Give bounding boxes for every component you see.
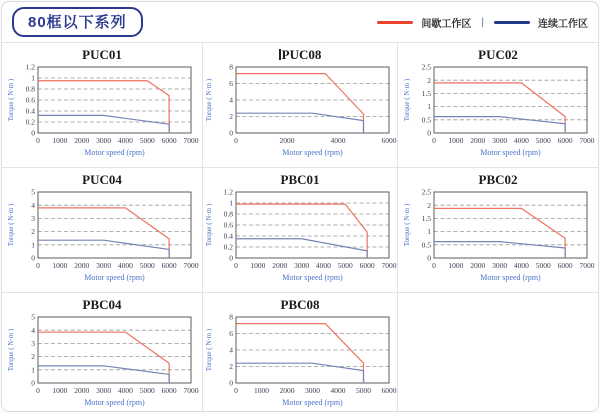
svg-text:2000: 2000: [279, 136, 295, 145]
svg-text:0.2: 0.2: [223, 242, 233, 252]
gridlines: [434, 80, 587, 120]
svg-text:3000: 3000: [95, 386, 111, 395]
svg-text:1.2: 1.2: [25, 62, 35, 72]
chart-canvas-PBC08: [203, 312, 398, 412]
svg-text:1000: 1000: [51, 386, 67, 395]
svg-text:3: 3: [30, 339, 35, 348]
svg-text:5: 5: [30, 187, 35, 197]
svg-text:4000: 4000: [513, 261, 529, 270]
svg-text:6000: 6000: [557, 261, 573, 270]
legend-label-intermittent: 间歇工作区: [421, 18, 472, 30]
svg-text:7000: 7000: [579, 261, 594, 270]
svg-text:0: 0: [35, 136, 40, 145]
svg-text:0: 0: [234, 136, 238, 145]
chart-cell-PUC02: [398, 43, 598, 168]
svg-text:0.4: 0.4: [25, 106, 35, 116]
chart-canvas-PUC08: [203, 62, 398, 163]
svg-text:1: 1: [426, 227, 431, 237]
chart-title: PUC04: [82, 172, 122, 187]
svg-text:8: 8: [229, 62, 233, 72]
series-intermittent-line: [236, 74, 364, 133]
chart-title: PUC01: [82, 47, 122, 62]
svg-text:1: 1: [229, 198, 233, 208]
chart-cell-PUC08: [203, 43, 398, 168]
series-continuous-line: [236, 113, 364, 133]
y-tick-labels: [224, 188, 234, 263]
x-tick-labels: [36, 386, 199, 395]
svg-text:5000: 5000: [535, 136, 551, 145]
svg-text:0.8: 0.8: [223, 209, 233, 219]
svg-text:0: 0: [30, 378, 35, 388]
series-intermittent-line: [38, 81, 169, 133]
svg-text:1000: 1000: [447, 136, 463, 145]
svg-text:0: 0: [229, 378, 233, 388]
svg-text:4: 4: [229, 345, 233, 355]
y-tick-labels: [229, 313, 233, 388]
svg-text:4000: 4000: [315, 261, 331, 270]
svg-text:2: 2: [426, 200, 431, 210]
x-axis-label: Motor speed (rpm): [282, 273, 343, 282]
svg-text:7000: 7000: [183, 136, 198, 145]
svg-text:1000: 1000: [250, 261, 266, 270]
series-continuous-line: [236, 239, 367, 258]
legend-separator: |: [481, 16, 484, 28]
chart-cell-PBC04: [2, 293, 203, 412]
x-tick-labels: [36, 261, 199, 270]
chart-cell-PBC08: [203, 293, 398, 412]
x-axis-label: Motor speed (rpm): [83, 398, 145, 407]
svg-text:0.5: 0.5: [421, 115, 431, 125]
series-continuous-line: [434, 242, 565, 258]
svg-text:4000: 4000: [330, 386, 346, 395]
svg-text:2: 2: [229, 112, 233, 122]
series-title-box: [12, 7, 143, 37]
svg-text:2000: 2000: [279, 386, 295, 395]
x-axis-label: Motor speed (rpm): [83, 273, 145, 282]
x-axis-label: Motor speed (rpm): [83, 148, 145, 157]
svg-text:2.5: 2.5: [421, 62, 431, 72]
svg-text:0.6: 0.6: [223, 220, 233, 230]
gridlines: [38, 330, 191, 370]
svg-text:6000: 6000: [557, 136, 573, 145]
x-tick-labels: [234, 386, 397, 395]
svg-text:6000: 6000: [359, 261, 375, 270]
chart-cell-PBC01: [203, 168, 398, 293]
chart-title: PBC02: [478, 172, 518, 187]
svg-text:2000: 2000: [73, 136, 89, 145]
svg-text:4: 4: [30, 325, 35, 335]
y-tick-labels: [421, 63, 431, 138]
svg-text:4000: 4000: [117, 386, 133, 395]
x-axis-label: Motor speed (rpm): [479, 273, 541, 282]
x-axis-label: Motor speed (rpm): [282, 148, 343, 157]
chart-title: PUC02: [478, 47, 518, 62]
svg-text:0: 0: [30, 128, 35, 138]
y-axis-label: Torque ( N·m ): [402, 78, 411, 122]
svg-text:7000: 7000: [381, 261, 397, 270]
series-continuous-line: [38, 366, 169, 383]
svg-text:0: 0: [229, 128, 233, 138]
y-tick-labels: [25, 63, 35, 138]
chart-cell-PBC02: [398, 168, 598, 293]
series-intermittent-line: [434, 83, 565, 133]
svg-text:0: 0: [234, 261, 238, 270]
chart-canvas-PUC02: [401, 62, 596, 163]
svg-text:0: 0: [35, 386, 40, 395]
svg-text:1: 1: [30, 365, 35, 375]
gridlines: [434, 205, 587, 245]
chart-title: PUC08: [203, 47, 397, 62]
svg-text:8: 8: [229, 312, 233, 322]
svg-text:4: 4: [30, 200, 35, 210]
chart-title: PBC08: [280, 297, 320, 312]
series-continuous-line: [236, 363, 364, 383]
svg-text:1: 1: [30, 240, 35, 250]
series-intermittent-line: [236, 204, 367, 258]
svg-text:1000: 1000: [254, 386, 269, 395]
gridlines: [38, 205, 191, 245]
y-tick-labels: [31, 188, 35, 263]
chart-canvas-PBC04: [5, 312, 200, 412]
svg-text:2000: 2000: [272, 261, 288, 270]
svg-text:1: 1: [426, 102, 431, 112]
gridlines: [236, 84, 389, 117]
svg-text:6000: 6000: [381, 386, 397, 395]
y-axis-label: Torque ( N·m ): [6, 328, 15, 372]
svg-text:2000: 2000: [73, 261, 89, 270]
x-tick-labels: [432, 136, 595, 145]
svg-text:3000: 3000: [491, 261, 507, 270]
svg-text:7000: 7000: [579, 136, 594, 145]
svg-text:1.5: 1.5: [421, 89, 431, 98]
plot-box: [38, 317, 191, 383]
svg-text:1.5: 1.5: [421, 214, 431, 223]
svg-text:2: 2: [30, 352, 35, 362]
svg-text:0: 0: [35, 261, 40, 270]
svg-text:2: 2: [30, 227, 35, 237]
svg-text:4: 4: [229, 95, 233, 105]
chart-canvas-PUC01: [5, 62, 200, 163]
chart-canvas-PBC02: [401, 187, 596, 288]
svg-text:6000: 6000: [381, 136, 397, 145]
x-tick-labels: [432, 261, 595, 270]
svg-text:0.2: 0.2: [25, 117, 35, 127]
svg-text:5000: 5000: [337, 261, 353, 270]
y-axis-label: Torque ( N·m ): [6, 78, 15, 122]
y-tick-labels: [31, 313, 35, 388]
svg-text:5000: 5000: [139, 136, 155, 145]
legend-label-continuous: 连续工作区: [538, 18, 588, 30]
svg-text:0: 0: [229, 253, 233, 263]
x-axis-label: Motor speed (rpm): [282, 398, 343, 407]
svg-text:3000: 3000: [305, 386, 320, 395]
svg-text:0: 0: [426, 253, 431, 263]
svg-text:4000: 4000: [513, 136, 529, 145]
svg-text:4000: 4000: [330, 136, 346, 145]
svg-text:6: 6: [229, 79, 233, 89]
series-continuous-line: [38, 240, 169, 258]
svg-text:5000: 5000: [356, 386, 371, 395]
svg-text:3000: 3000: [491, 136, 507, 145]
svg-text:1.2: 1.2: [223, 187, 233, 197]
chart-grid: [2, 42, 598, 412]
svg-text:3: 3: [30, 214, 35, 223]
series-continuous-line: [38, 115, 169, 133]
y-axis-label: Torque ( N·m ): [205, 328, 213, 372]
svg-text:0.6: 0.6: [25, 95, 35, 105]
series-intermittent-line: [38, 332, 169, 383]
svg-text:6000: 6000: [161, 136, 177, 145]
y-tick-labels: [421, 188, 431, 263]
y-axis-label: Torque ( N·m ): [402, 203, 411, 247]
svg-text:2.5: 2.5: [421, 187, 431, 197]
svg-text:0: 0: [30, 253, 35, 263]
svg-text:0: 0: [426, 128, 431, 138]
svg-text:0: 0: [431, 136, 436, 145]
header: [2, 2, 598, 42]
chart-canvas-PBC01: [203, 187, 398, 288]
svg-text:2000: 2000: [469, 261, 485, 270]
svg-text:5000: 5000: [535, 261, 551, 270]
svg-text:2: 2: [229, 362, 233, 372]
x-axis-label: Motor speed (rpm): [479, 148, 541, 157]
legend-swatch-continuous: [494, 21, 530, 24]
y-axis-label: Torque ( N·m ): [205, 78, 213, 122]
chart-cell-PUC01: [2, 43, 203, 168]
series-continuous-line: [434, 117, 565, 133]
svg-text:6: 6: [229, 329, 233, 339]
svg-text:4000: 4000: [117, 136, 133, 145]
y-tick-labels: [229, 63, 233, 138]
svg-text:0: 0: [431, 261, 436, 270]
chart-title: PBC04: [82, 297, 122, 312]
svg-text:2000: 2000: [469, 136, 485, 145]
svg-text:6000: 6000: [161, 261, 177, 270]
series-intermittent-line: [434, 208, 565, 258]
svg-text:1000: 1000: [51, 136, 67, 145]
legend: [377, 15, 588, 30]
text-cursor: [279, 49, 281, 60]
svg-text:6000: 6000: [161, 386, 177, 395]
x-tick-labels: [234, 136, 397, 145]
svg-text:3000: 3000: [95, 261, 111, 270]
svg-text:2000: 2000: [73, 386, 89, 395]
x-tick-labels: [234, 261, 397, 270]
svg-text:0.4: 0.4: [223, 231, 233, 241]
page-title: 80框以下系列: [28, 14, 127, 31]
svg-text:7000: 7000: [183, 261, 198, 270]
svg-text:0.5: 0.5: [421, 240, 431, 250]
svg-text:1000: 1000: [51, 261, 67, 270]
svg-text:0: 0: [234, 386, 238, 395]
chart-title: PBC01: [280, 172, 320, 187]
legend-swatch-intermittent: [377, 21, 413, 24]
svg-text:5: 5: [30, 312, 35, 322]
gridlines: [236, 334, 389, 367]
svg-text:1000: 1000: [447, 261, 463, 270]
svg-text:7000: 7000: [183, 386, 198, 395]
chart-cell-PUC04: [2, 168, 203, 293]
chart-canvas-PUC04: [5, 187, 200, 288]
empty-cell: [398, 293, 598, 412]
y-axis-label: Torque ( N·m ): [6, 203, 15, 247]
svg-text:4000: 4000: [117, 261, 133, 270]
series-panel-card: [1, 1, 599, 412]
series-intermittent-line: [236, 324, 364, 383]
plot-box: [38, 192, 191, 258]
svg-text:5000: 5000: [139, 261, 155, 270]
svg-text:1: 1: [30, 73, 35, 83]
series-intermittent-line: [38, 208, 169, 258]
svg-text:3000: 3000: [294, 261, 310, 270]
svg-text:0.8: 0.8: [25, 84, 35, 94]
svg-text:2: 2: [426, 75, 431, 85]
x-tick-labels: [36, 136, 199, 145]
y-axis-label: Torque ( N·m ): [205, 203, 213, 247]
svg-text:3000: 3000: [95, 136, 111, 145]
svg-text:5000: 5000: [139, 386, 155, 395]
